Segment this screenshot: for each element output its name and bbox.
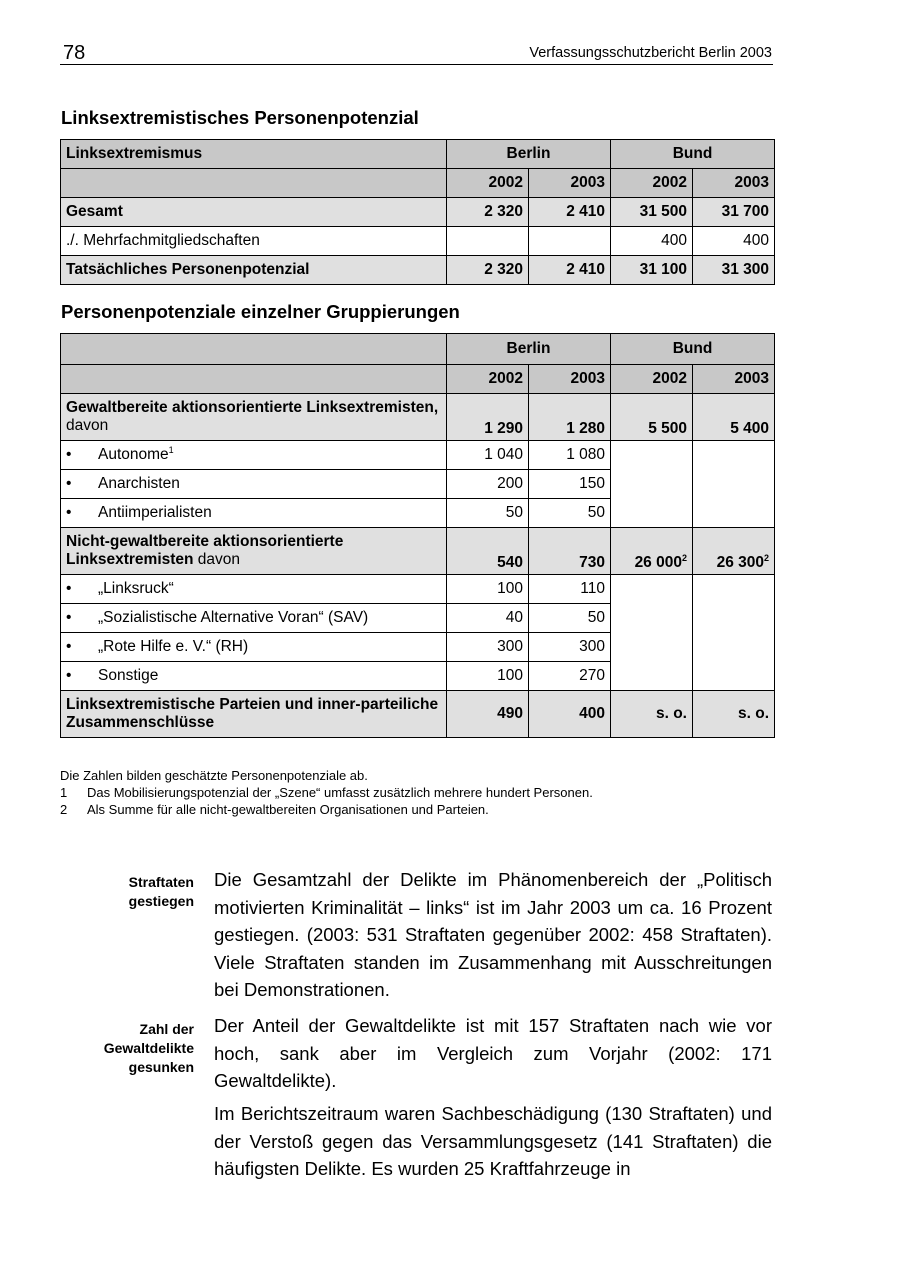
- item-text: „Rote Hilfe e. V.“ (RH): [98, 638, 249, 655]
- year-header: 2002: [611, 169, 693, 198]
- footnote-ref: 1: [168, 444, 174, 455]
- cell-value: 150: [529, 470, 611, 499]
- empty-cell: [611, 604, 693, 633]
- empty-cell: [611, 633, 693, 662]
- group-label-bold: Linksextremistische Parteien und inner-parteiliche Zusammenschlüsse: [66, 696, 439, 731]
- item-label: [61, 470, 447, 499]
- cell-value: 2 410: [529, 198, 611, 227]
- footnote-ref: 2: [681, 552, 687, 563]
- running-title: Verfassungsschutzbericht Berlin 2003: [529, 45, 772, 61]
- table-header-row: [61, 334, 775, 365]
- empty-cell: [693, 575, 775, 604]
- cell-value: 100: [447, 575, 529, 604]
- table-row: [61, 227, 775, 256]
- page-number: 78: [63, 42, 86, 64]
- footnote: [60, 784, 593, 801]
- cell-value: 31 700: [693, 198, 775, 227]
- cell-value: 400: [693, 227, 775, 256]
- group-label-rest: davon: [193, 551, 241, 568]
- item-text: Antiimperialisten: [98, 504, 212, 521]
- cell-value: 400: [611, 227, 693, 256]
- cell-value: 31 100: [611, 256, 693, 285]
- empty-cell: [611, 575, 693, 604]
- margin-note-gewaltdelikte: [104, 1020, 194, 1077]
- group-row: [61, 394, 775, 441]
- year-header: 2003: [529, 365, 611, 394]
- table-row: [61, 499, 775, 528]
- footnote-text: Das Mobilisierungspotenzial der „Szene“ umfasst zusätzlich mehrere hundert Personen.: [87, 785, 593, 800]
- cell-value: 300: [447, 633, 529, 662]
- empty-cell: [61, 169, 447, 198]
- bullet-icon: •: [66, 580, 72, 597]
- table-row: [61, 662, 775, 691]
- cell-value: 1 290: [447, 394, 529, 441]
- row-label: ./. Mehrfachmitgliedschaften: [61, 227, 447, 256]
- cell-value: 31 500: [611, 198, 693, 227]
- item-label: [61, 575, 447, 604]
- empty-cell: [693, 470, 775, 499]
- table1-title: Linksextremistisches Personenpotenzial: [61, 107, 419, 128]
- empty-cell: [611, 662, 693, 691]
- cell-value: 50: [529, 604, 611, 633]
- row-label: Gesamt: [61, 198, 447, 227]
- cell-value: 5 500: [611, 394, 693, 441]
- cell-value: [447, 227, 529, 256]
- cell-value: 1 040: [447, 441, 529, 470]
- cell-value: 100: [447, 662, 529, 691]
- cell-value: 730: [529, 528, 611, 575]
- year-header: 2002: [611, 365, 693, 394]
- group-label: [61, 528, 447, 575]
- table-row: [61, 441, 775, 470]
- table-row: [61, 604, 775, 633]
- column-group-berlin: Berlin: [447, 334, 611, 365]
- table-header-row: [61, 140, 775, 169]
- item-label: [61, 633, 447, 662]
- empty-cell: [611, 470, 693, 499]
- year-header: 2003: [529, 169, 611, 198]
- table-personenpotenzial: [60, 139, 775, 285]
- bullet-icon: •: [66, 667, 72, 684]
- table-notes: [60, 767, 593, 818]
- cell-value: [529, 227, 611, 256]
- item-text: Autonome: [98, 446, 169, 463]
- group-label: [61, 691, 447, 738]
- item-label: [61, 662, 447, 691]
- bullet-icon: •: [66, 475, 72, 492]
- cell-value: 300: [529, 633, 611, 662]
- year-header: 2003: [693, 169, 775, 198]
- paragraph: Die Gesamtzahl der Delikte im Phänomenbereich der „Politisch motivierten Kriminalität – links“ ist im Jahr 2003 um ca. 16 Prozent gestiegen. (2003: 531 Straftaten gegenüber 2002: 458 Straftaten). Viele Straftaten standen im Zusammenhang mit Ausschreitungen bei Demonstrationen.: [214, 869, 772, 1000]
- cell-value: 1 280: [529, 394, 611, 441]
- table-row: [61, 575, 775, 604]
- paragraph: Im Berichtszeitraum waren Sachbeschädigung (130 Straftaten) und der Verstoß gegen das Versammlungsgesetz (141 Straftaten) die häufigsten Delikte. Es wurden 25 Kraftfahrzeuge in: [214, 1103, 772, 1179]
- cell-value: 490: [447, 691, 529, 738]
- cell-value: [611, 528, 693, 575]
- year-header: 2002: [447, 169, 529, 198]
- table-row: [61, 470, 775, 499]
- cell-value: [693, 528, 775, 575]
- cell-value: 540: [447, 528, 529, 575]
- header-rule: [60, 64, 773, 65]
- empty-cell: [693, 441, 775, 470]
- cell-value: s. o.: [611, 691, 693, 738]
- bullet-icon: •: [66, 638, 72, 655]
- table2-title: Personenpotenziale einzelner Gruppierungen: [61, 301, 460, 322]
- cell-value: s. o.: [693, 691, 775, 738]
- cell-value: 400: [529, 691, 611, 738]
- item-text: Sonstige: [98, 667, 159, 684]
- cell-value: 2 320: [447, 198, 529, 227]
- footnote-ref: 2: [764, 552, 770, 563]
- cell-value: 5 400: [693, 394, 775, 441]
- margin-note-line: gesunken: [128, 1059, 194, 1075]
- margin-note-line: Straftaten: [128, 874, 194, 890]
- footnote-number: 2: [60, 802, 68, 817]
- empty-cell: [693, 662, 775, 691]
- footnote-text: Als Summe für alle nicht-gewaltbereiten Organisationen und Parteien.: [87, 802, 489, 817]
- table-year-row: [61, 169, 775, 198]
- group-row: [61, 528, 775, 575]
- cell-value: 50: [447, 499, 529, 528]
- table-row: [61, 256, 775, 285]
- empty-cell: [611, 441, 693, 470]
- group-label-bold: Nicht-gewaltbereite aktionsorientierte Linksextremisten: [66, 533, 344, 568]
- margin-note-line: Zahl der: [139, 1021, 194, 1037]
- bullet-icon: •: [66, 609, 72, 626]
- margin-note-line: Gewaltdelikte: [103, 1040, 194, 1056]
- table-row: [61, 633, 775, 662]
- empty-cell: [61, 365, 447, 394]
- cell-value: 2 320: [447, 256, 529, 285]
- cell-value: 1 080: [529, 441, 611, 470]
- year-header: 2003: [693, 365, 775, 394]
- table-row: [61, 198, 775, 227]
- empty-cell: [693, 604, 775, 633]
- column-header-label: Linksextremismus: [61, 140, 447, 169]
- bullet-icon: •: [66, 446, 72, 463]
- cell-value: 200: [447, 470, 529, 499]
- paragraph: Der Anteil der Gewaltdelikte ist mit 157 Straftaten nach wie vor hoch, sank aber im Vergleich zum Vorjahr (2002: 171 Gewaltdelikte).: [214, 1015, 772, 1091]
- year-header: 2002: [447, 365, 529, 394]
- value-text: 26 300: [716, 554, 764, 571]
- table-year-row: [61, 365, 775, 394]
- empty-cell: [61, 334, 447, 365]
- column-group-bund: Bund: [611, 334, 775, 365]
- item-text: „Sozialistische Alternative Voran“ (SAV): [98, 609, 369, 626]
- item-text: „Linksruck“: [98, 580, 174, 597]
- bullet-icon: •: [66, 504, 72, 521]
- empty-cell: [693, 633, 775, 662]
- item-label: [61, 441, 447, 470]
- column-group-berlin: Berlin: [447, 140, 611, 169]
- cell-value: 50: [529, 499, 611, 528]
- cell-value: 2 410: [529, 256, 611, 285]
- cell-value: 270: [529, 662, 611, 691]
- notes-intro: Die Zahlen bilden geschätzte Personenpotenziale ab.: [60, 768, 368, 783]
- cell-value: 40: [447, 604, 529, 633]
- margin-note-straftaten: [129, 873, 194, 911]
- value-text: 26 000: [634, 554, 682, 571]
- empty-cell: [611, 499, 693, 528]
- row-label: Tatsächliches Personenpotenzial: [61, 256, 447, 285]
- item-text: Anarchisten: [98, 475, 180, 492]
- group-row: [61, 691, 775, 738]
- item-label: [61, 499, 447, 528]
- item-label: [61, 604, 447, 633]
- cell-value: 110: [529, 575, 611, 604]
- column-group-bund: Bund: [611, 140, 775, 169]
- table-gruppierungen: [60, 333, 775, 738]
- footnote-number: 1: [60, 785, 68, 800]
- group-label-rest: davon: [66, 417, 109, 434]
- empty-cell: [693, 499, 775, 528]
- group-label: [61, 394, 447, 441]
- footnote: [60, 801, 593, 818]
- group-label-bold: Gewaltbereite aktionsorientierte Linksextremisten,: [66, 399, 439, 416]
- cell-value: 31 300: [693, 256, 775, 285]
- margin-note-line: gestiegen: [128, 893, 194, 909]
